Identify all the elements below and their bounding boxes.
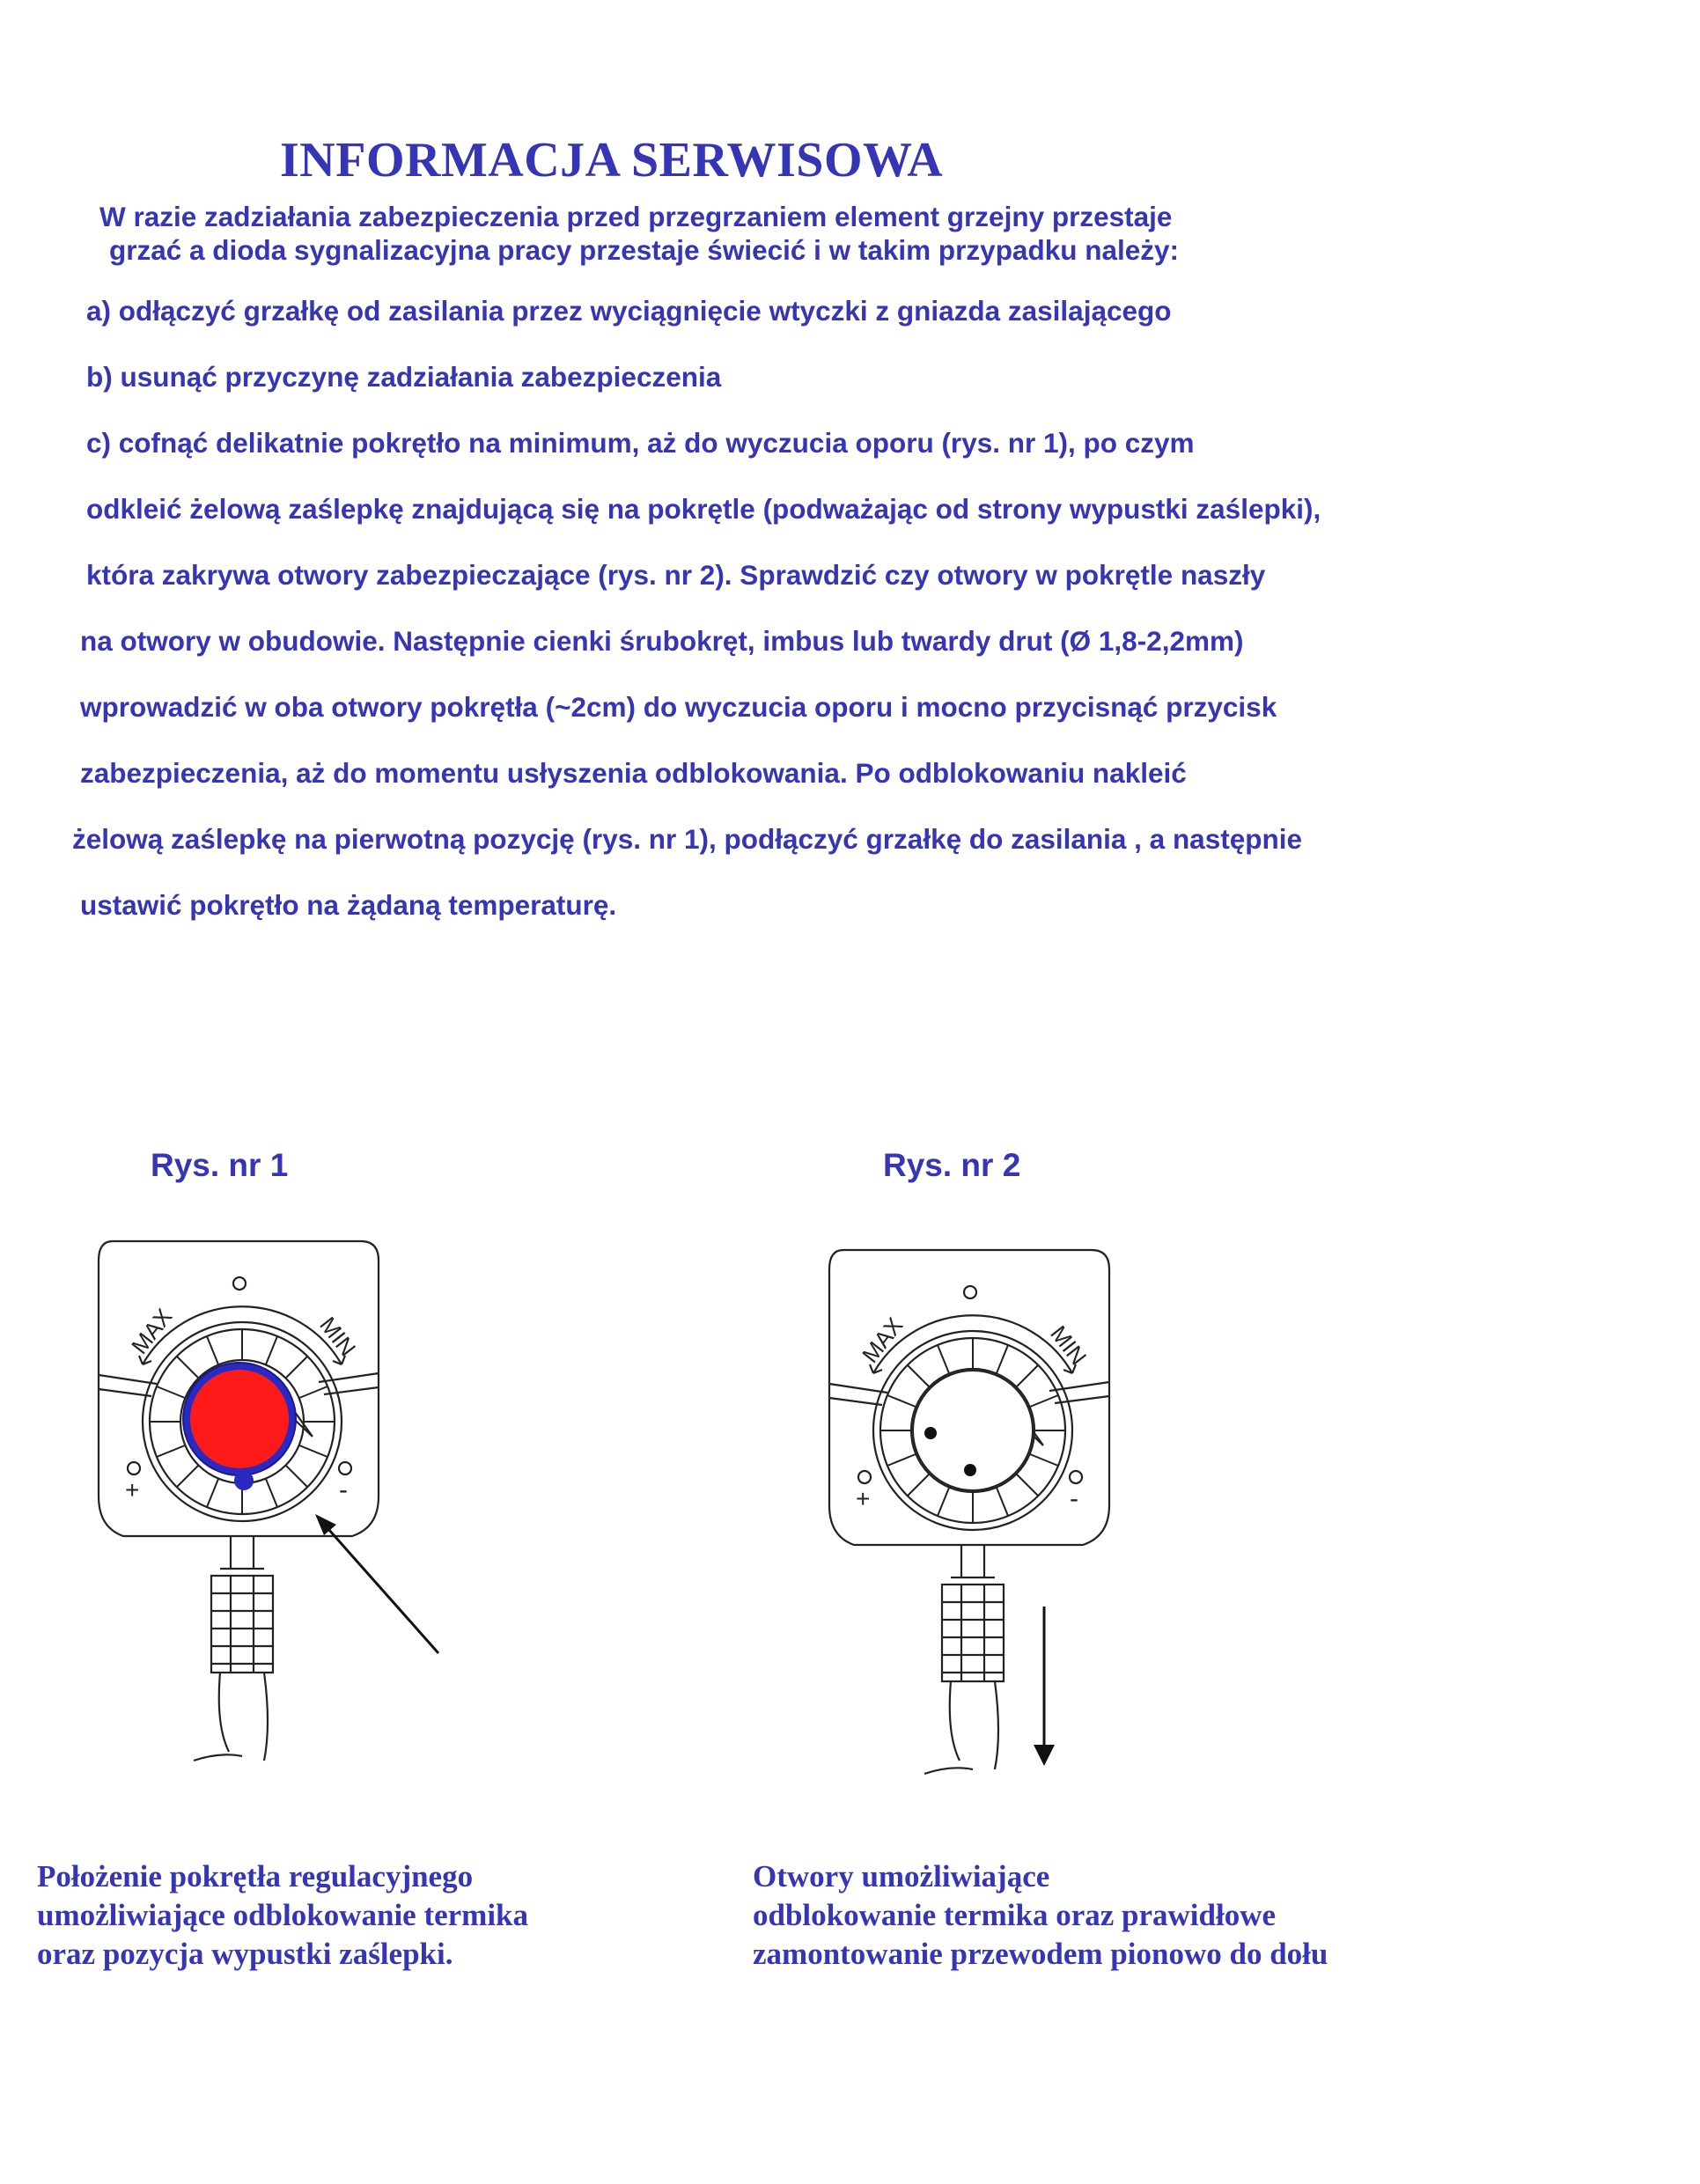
figure-1-caption <box>37 1857 528 1974</box>
figure-1-caption-line-2: umożliwiające odblokowanie termika <box>37 1898 529 1932</box>
minus-label: - <box>1070 1484 1078 1513</box>
plus-label: + <box>856 1485 871 1512</box>
intro-line-2: grzać a dioda sygnalizacyjna pracy przestaje świecić i w takim przypadku należy: <box>109 234 1179 266</box>
figure-2-caption-line-1: Otwory umożliwiające <box>753 1859 1050 1894</box>
unlock-hole-2 <box>964 1464 976 1476</box>
figure-1-caption-line-3: oraz pozycja wypustki zaślepki. <box>37 1937 453 1971</box>
max-label: MAX <box>126 1303 178 1359</box>
figure-2-label: Rys. nr 2 <box>883 1147 1021 1183</box>
step-c-line-4: na otwory w obudowie. Następnie cienki śrubokręt, imbus lub twardy drut (Ø 1,8-2,2mm) <box>80 625 1244 657</box>
cap-tab-arrow <box>321 1521 438 1653</box>
min-label: MIN <box>314 1312 362 1362</box>
figure-2-drawing <box>819 1241 1206 1787</box>
minus-label: - <box>339 1475 348 1504</box>
figure-1-drawing <box>88 1232 475 1778</box>
figure-2-caption-line-2: odblokowanie termika oraz prawidłowe <box>753 1898 1277 1932</box>
plus-label: + <box>125 1476 140 1504</box>
figure-1-label: Rys. nr 1 <box>151 1147 289 1183</box>
figure-1-caption-line-1: Położenie pokrętła regulacyjnego <box>37 1859 474 1894</box>
step-b: b) usunąć przyczynę zadziałania zabezpieczenia <box>86 361 722 393</box>
page-title: INFORMACJA SERWISOWA <box>280 133 944 188</box>
step-c-line-3: która zakrywa otwory zabezpieczające (rys. nr 2). Sprawdzić czy otwory w pokrętle naszły <box>86 559 1266 591</box>
figure-2-caption <box>753 1857 1328 1974</box>
min-label: MIN <box>1045 1320 1093 1371</box>
gel-cap-tab <box>234 1471 254 1490</box>
step-c-line-6: zabezpieczenia, aż do momentu usłyszenia odblokowania. Po odblokowaniu nakleić <box>80 757 1187 789</box>
step-c-line-1: c) cofnąć delikatnie pokrętło na minimum, aż do wyczucia oporu (rys. nr 1), po czym <box>86 427 1195 459</box>
intro-line-1: W razie zadziałania zabezpieczenia przed przegrzaniem element grzejny przestaje <box>99 201 1173 232</box>
step-a: a) odłączyć grzałkę od zasilania przez wyciągnięcie wtyczki z gniazda zasilającego <box>86 295 1172 327</box>
figure-2-caption-line-3: zamontowanie przewodem pionowo do dołu <box>753 1937 1328 1971</box>
step-c-line-2: odkleić żelową zaślepkę znajdującą się na pokrętle (podważając od strony wypustki zaślepki), <box>86 493 1321 525</box>
step-c-line-7: żelową zaślepkę na pierwotną pozycję (rys. nr 1), podłączyć grzałkę do zasilania , a następnie <box>72 823 1302 855</box>
max-label: MAX <box>857 1312 909 1368</box>
step-c-line-8: ustawić pokrętło na żądaną temperaturę. <box>80 889 617 921</box>
unlock-hole-1 <box>924 1427 937 1439</box>
step-c-line-5: wprowadzić w oba otwory pokrętła (~2cm) do wyczucia oporu i mocno przycisnąć przycisk <box>80 691 1277 723</box>
